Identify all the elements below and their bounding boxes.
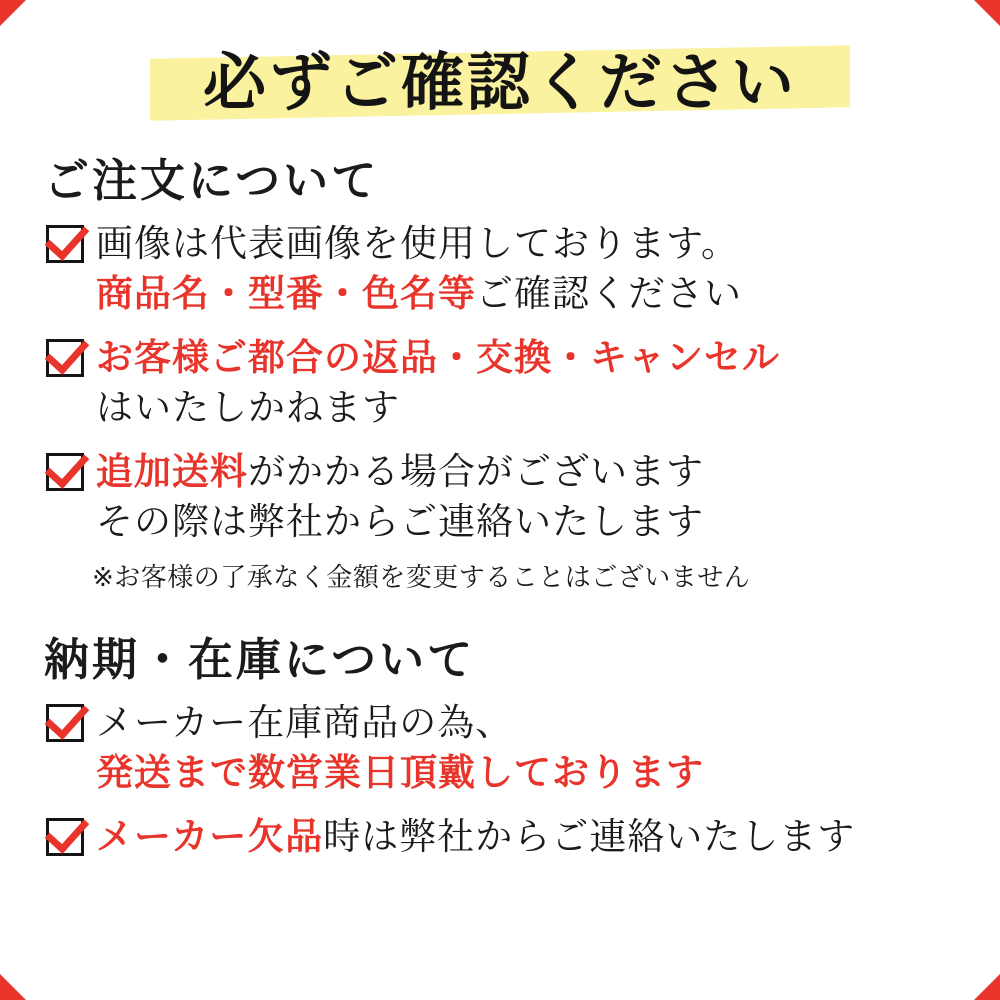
list-item (46, 219, 960, 319)
banner (40, 38, 960, 130)
section-heading-orders: ご注文について (44, 154, 380, 207)
check-icon (46, 339, 84, 377)
emphasis-text: メーカー欠品 (96, 815, 324, 858)
list-item-text (96, 698, 960, 798)
list-item (46, 447, 960, 547)
plain-text: 時は弊社からご連絡いたします (323, 815, 856, 858)
list-item (46, 333, 960, 433)
plain-text: がかかる場合がございます (248, 450, 704, 493)
emphasis-text: 追加送料 (96, 450, 248, 493)
list-item (46, 812, 960, 862)
list-item-text (96, 333, 960, 433)
plain-text: ご確認ください (476, 272, 742, 315)
list-item-line: その際は弊社からご連絡いたします (96, 500, 704, 543)
page-title: 必ずご確認ください (203, 46, 797, 119)
section-heading-delivery: 納期・在庫について (44, 633, 476, 686)
check-icon (46, 225, 84, 263)
list-item-line (96, 447, 960, 497)
footnote: ※お客様の了承なく金額を変更することはございません (92, 563, 751, 593)
emphasis-text: 商品名・型番・色名等 (96, 272, 476, 315)
list-item-line: お客様ご都合の返品・交換・キャンセル (96, 336, 780, 379)
check-icon (46, 453, 84, 491)
list-item-line: メーカー在庫商品の為、 (96, 701, 514, 744)
check-icon (46, 704, 84, 742)
list-item-line (96, 269, 960, 319)
list-item-line: 画像は代表画像を使用しております。 (96, 222, 740, 265)
list-item-line: 発送まで数営業日頂戴しております (96, 751, 704, 794)
list-item-line: はいたしかねます (96, 386, 400, 429)
list-item-line (96, 812, 960, 862)
list-item-text (96, 447, 960, 547)
list-item-text (96, 812, 960, 862)
list-item (46, 698, 960, 798)
check-icon (46, 818, 84, 856)
list-item-text (96, 219, 960, 319)
